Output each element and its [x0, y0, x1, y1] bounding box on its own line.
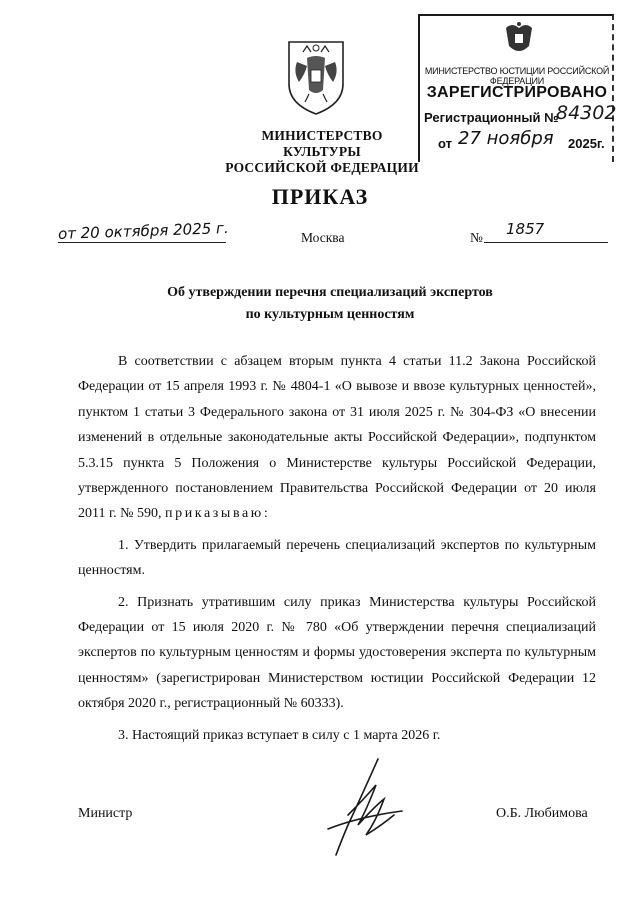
order-title: ПРИКАЗ — [271, 184, 369, 209]
order-number: 1857 — [506, 220, 545, 238]
order-subject — [60, 282, 600, 326]
coat-of-arms-icon — [283, 38, 349, 116]
ministry-line2: РОССИЙСКОЙ ФЕДЕРАЦИИ — [225, 160, 419, 175]
signatory-role: Министр — [78, 806, 133, 821]
subject-line2: по культурным ценностям — [245, 307, 415, 322]
order-date: от 20 октября 2025 г. — [57, 219, 229, 243]
stamp-coat-of-arms-icon — [502, 20, 536, 60]
order-body — [78, 349, 596, 748]
date-underline — [58, 242, 226, 243]
preamble-text: В соответствии с абзацем вторым пункта 4 статьи 11.2 Закона Российской Федерации от 15 апреля 1993 г. № 4804-1 «О вывозе и ввозе культурных ценностей», пунктом 1 статьи 3 Федерального закона от 31 июля 2025 г. № 304-ФЗ «О внесении изменений в отдельные законодательные акты Российской Федерации», подпунктом 5.3.15 пункта 5 Положения о Министерстве культуры Российской Федерации, утвержденного постановлением Правительства Российской Федерации от 20 июля 2011 г. № 590, — [78, 354, 596, 522]
stamp-reg-label: Регистрационный № — [424, 110, 559, 125]
item-1: 1. Утвердить прилагаемый перечень специализаций экспертов по культурным ценностям. — [78, 537, 596, 579]
subject-line1: Об утверждении перечня специализаций экспертов — [167, 285, 493, 300]
ministry-name — [222, 128, 422, 176]
item-2: 2. Признать утратившим силу приказ Министерства культуры Российской Федерации от 15 июля 2020 г. № 780 «Об утверждении перечня специализаций экспертов по культурным ценностям и формы удостоверения эксперта по культурным ценностям» (зарегистрирован Министерством юстиции Российской Федерации 12 октября 2020 г., регистрационный № 60333). — [78, 594, 596, 712]
order-city: Москва — [301, 230, 345, 245]
preamble — [78, 349, 596, 527]
stamp-date-label: от — [438, 136, 452, 151]
number-underline — [484, 242, 608, 243]
stamp-date-year: 2025г. — [568, 136, 605, 151]
item-3: 3. Настоящий приказ вступает в силу с 1 марта 2026 г. — [118, 727, 441, 743]
order-number-label: № — [470, 230, 483, 245]
stamp-date-handwritten: 27 ноября — [458, 128, 554, 149]
stamp-ministry: МИНИСТЕРСТВО ЮСТИЦИИ РОССИЙСКОЙ ФЕДЕРАЦИИ — [424, 66, 610, 86]
stamp-registered: ЗАРЕГИСТРИРОВАНО — [426, 84, 608, 101]
handwritten-signature — [318, 755, 408, 861]
order-word: приказываю: — [165, 506, 271, 522]
stamp-reg-number: 84302 — [556, 102, 617, 124]
ministry-line1: МИНИСТЕРСТВО КУЛЬТУРЫ — [261, 128, 383, 159]
signatory-name: О.Б. Любимова — [496, 806, 588, 821]
